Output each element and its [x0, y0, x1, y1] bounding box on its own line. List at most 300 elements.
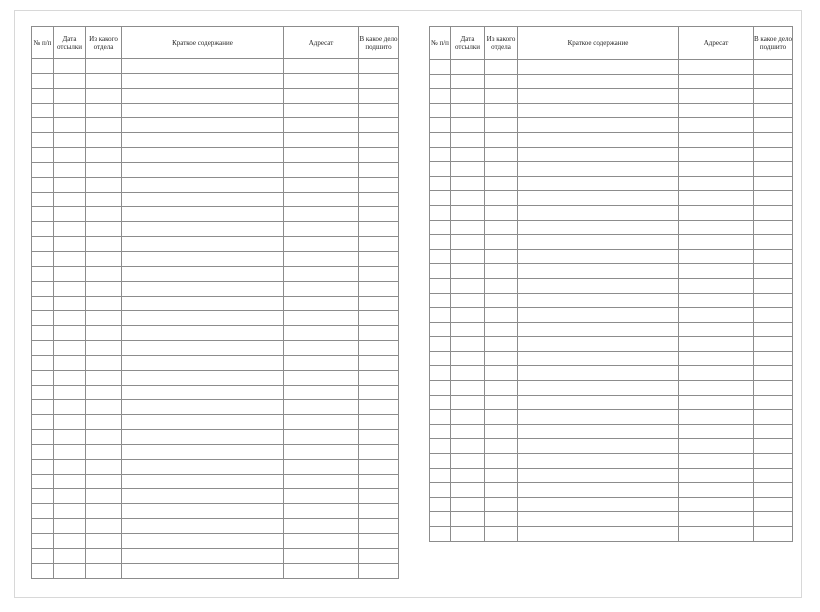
- table-row: [32, 266, 399, 281]
- cell-date: [451, 60, 485, 75]
- cell-date: [54, 370, 86, 385]
- cell-number: [32, 444, 54, 459]
- cell-summary: [122, 504, 284, 519]
- cell-date: [54, 534, 86, 549]
- cell-summary: [518, 483, 679, 498]
- cell-file: [359, 222, 399, 237]
- table-row: [32, 133, 399, 148]
- cell-addressee: [284, 548, 359, 563]
- cell-addressee: [679, 249, 754, 264]
- cell-addressee: [284, 133, 359, 148]
- cell-number: [430, 220, 451, 235]
- cell-addressee: [679, 497, 754, 512]
- cell-number: [32, 504, 54, 519]
- header-row: [32, 27, 399, 59]
- cell-file: [359, 207, 399, 222]
- cell-addressee: [679, 191, 754, 206]
- cell-summary: [122, 251, 284, 266]
- cell-file: [359, 341, 399, 356]
- table-row: [430, 337, 793, 352]
- cell-department: [86, 148, 122, 163]
- table-row: [32, 326, 399, 341]
- table-row: [32, 207, 399, 222]
- cell-department: [485, 322, 518, 337]
- cell-department: [485, 220, 518, 235]
- cell-department: [86, 281, 122, 296]
- cell-addressee: [284, 563, 359, 578]
- table-row: [430, 439, 793, 454]
- cell-file: [359, 534, 399, 549]
- cell-file: [359, 474, 399, 489]
- cell-date: [451, 395, 485, 410]
- cell-department: [485, 454, 518, 469]
- cell-summary: [518, 162, 679, 177]
- cell-addressee: [284, 237, 359, 252]
- right-register-table: [429, 26, 793, 542]
- cell-file: [754, 176, 793, 191]
- cell-addressee: [284, 148, 359, 163]
- cell-number: [32, 73, 54, 88]
- cell-addressee: [679, 337, 754, 352]
- cell-department: [485, 162, 518, 177]
- cell-date: [451, 337, 485, 352]
- cell-file: [754, 454, 793, 469]
- cell-summary: [122, 563, 284, 578]
- cell-summary: [518, 497, 679, 512]
- col-date-header: Дата отсылки: [54, 27, 86, 59]
- cell-file: [359, 355, 399, 370]
- table-row: [32, 459, 399, 474]
- table-row: [430, 468, 793, 483]
- col-date-header: Дата отсылки: [451, 27, 485, 60]
- table-row: [32, 430, 399, 445]
- table-row: [430, 147, 793, 162]
- table-row: [32, 281, 399, 296]
- cell-file: [359, 400, 399, 415]
- cell-date: [54, 88, 86, 103]
- cell-date: [451, 410, 485, 425]
- cell-department: [485, 147, 518, 162]
- cell-date: [54, 326, 86, 341]
- cell-summary: [122, 266, 284, 281]
- cell-file: [359, 504, 399, 519]
- cell-number: [430, 118, 451, 133]
- cell-date: [451, 176, 485, 191]
- cell-number: [32, 177, 54, 192]
- cell-department: [86, 474, 122, 489]
- cell-addressee: [284, 296, 359, 311]
- cell-file: [359, 415, 399, 430]
- cell-number: [32, 415, 54, 430]
- cell-number: [32, 385, 54, 400]
- cell-file: [754, 205, 793, 220]
- cell-department: [485, 60, 518, 75]
- cell-number: [32, 311, 54, 326]
- cell-date: [451, 278, 485, 293]
- cell-summary: [518, 264, 679, 279]
- table-row: [32, 162, 399, 177]
- table-row: [32, 251, 399, 266]
- cell-department: [485, 132, 518, 147]
- cell-date: [54, 222, 86, 237]
- cell-file: [754, 410, 793, 425]
- table-row: [430, 497, 793, 512]
- cell-number: [430, 483, 451, 498]
- cell-date: [54, 118, 86, 133]
- cell-summary: [122, 548, 284, 563]
- cell-date: [54, 59, 86, 74]
- col-number-header: № п/п: [430, 27, 451, 60]
- table-row: [430, 191, 793, 206]
- cell-file: [754, 381, 793, 396]
- cell-department: [86, 103, 122, 118]
- table-row: [32, 415, 399, 430]
- table-row: [430, 527, 793, 542]
- table-row: [32, 400, 399, 415]
- cell-date: [54, 415, 86, 430]
- cell-number: [430, 410, 451, 425]
- cell-addressee: [679, 351, 754, 366]
- cell-department: [86, 519, 122, 534]
- cell-summary: [122, 459, 284, 474]
- table-row: [430, 205, 793, 220]
- table-row: [32, 504, 399, 519]
- cell-number: [32, 534, 54, 549]
- cell-addressee: [679, 103, 754, 118]
- table-row: [430, 278, 793, 293]
- table-row: [32, 237, 399, 252]
- table-row: [430, 249, 793, 264]
- cell-date: [54, 474, 86, 489]
- cell-addressee: [284, 207, 359, 222]
- cell-date: [451, 512, 485, 527]
- cell-summary: [518, 249, 679, 264]
- cell-summary: [122, 311, 284, 326]
- cell-department: [485, 424, 518, 439]
- cell-department: [485, 249, 518, 264]
- cell-addressee: [679, 439, 754, 454]
- cell-date: [54, 162, 86, 177]
- cell-addressee: [284, 162, 359, 177]
- cell-department: [86, 459, 122, 474]
- cell-department: [86, 88, 122, 103]
- cell-file: [754, 249, 793, 264]
- cell-addressee: [284, 118, 359, 133]
- cell-file: [754, 103, 793, 118]
- cell-date: [451, 308, 485, 323]
- cell-date: [451, 132, 485, 147]
- cell-summary: [518, 118, 679, 133]
- cell-file: [359, 148, 399, 163]
- cell-department: [86, 177, 122, 192]
- cell-addressee: [284, 504, 359, 519]
- cell-number: [32, 133, 54, 148]
- cell-addressee: [679, 132, 754, 147]
- cell-addressee: [679, 424, 754, 439]
- cell-addressee: [679, 74, 754, 89]
- cell-file: [754, 74, 793, 89]
- cell-number: [430, 205, 451, 220]
- cell-department: [86, 59, 122, 74]
- cell-date: [451, 468, 485, 483]
- table-row: [430, 308, 793, 323]
- cell-addressee: [284, 192, 359, 207]
- table-row: [430, 74, 793, 89]
- cell-date: [54, 148, 86, 163]
- table-row: [430, 60, 793, 75]
- cell-addressee: [679, 512, 754, 527]
- cell-summary: [122, 192, 284, 207]
- cell-date: [451, 118, 485, 133]
- cell-summary: [122, 534, 284, 549]
- cell-department: [485, 103, 518, 118]
- cell-file: [754, 395, 793, 410]
- cell-department: [86, 430, 122, 445]
- cell-date: [451, 483, 485, 498]
- cell-file: [359, 489, 399, 504]
- cell-date: [54, 341, 86, 356]
- cell-addressee: [679, 410, 754, 425]
- cell-date: [54, 237, 86, 252]
- cell-summary: [122, 133, 284, 148]
- cell-date: [451, 264, 485, 279]
- cell-date: [451, 366, 485, 381]
- cell-addressee: [284, 103, 359, 118]
- cell-summary: [518, 176, 679, 191]
- cell-file: [754, 235, 793, 250]
- cell-file: [359, 266, 399, 281]
- table-row: [32, 563, 399, 578]
- cell-department: [86, 326, 122, 341]
- cell-department: [485, 351, 518, 366]
- cell-number: [32, 162, 54, 177]
- cell-department: [485, 468, 518, 483]
- right-register-body: [430, 60, 793, 542]
- col-department-header: Из какого отдела: [485, 27, 518, 60]
- cell-file: [359, 162, 399, 177]
- table-row: [430, 118, 793, 133]
- cell-file: [359, 177, 399, 192]
- cell-summary: [518, 147, 679, 162]
- cell-number: [430, 424, 451, 439]
- cell-file: [359, 237, 399, 252]
- cell-summary: [122, 341, 284, 356]
- cell-file: [359, 326, 399, 341]
- cell-file: [359, 59, 399, 74]
- table-row: [430, 395, 793, 410]
- cell-file: [359, 459, 399, 474]
- table-row: [430, 235, 793, 250]
- cell-date: [54, 385, 86, 400]
- cell-addressee: [284, 73, 359, 88]
- cell-date: [54, 444, 86, 459]
- cell-date: [451, 74, 485, 89]
- cell-department: [86, 548, 122, 563]
- cell-number: [32, 148, 54, 163]
- cell-department: [485, 89, 518, 104]
- cell-file: [754, 512, 793, 527]
- cell-date: [54, 251, 86, 266]
- cell-addressee: [284, 59, 359, 74]
- cell-addressee: [679, 89, 754, 104]
- cell-number: [430, 439, 451, 454]
- cell-addressee: [679, 118, 754, 133]
- cell-date: [54, 548, 86, 563]
- cell-number: [32, 237, 54, 252]
- cell-date: [54, 177, 86, 192]
- cell-addressee: [284, 281, 359, 296]
- cell-addressee: [284, 326, 359, 341]
- cell-number: [430, 147, 451, 162]
- cell-file: [754, 497, 793, 512]
- cell-date: [54, 281, 86, 296]
- cell-number: [32, 88, 54, 103]
- cell-summary: [122, 237, 284, 252]
- cell-number: [32, 548, 54, 563]
- cell-file: [359, 563, 399, 578]
- cell-summary: [518, 74, 679, 89]
- cell-summary: [518, 381, 679, 396]
- cell-summary: [122, 474, 284, 489]
- table-row: [430, 454, 793, 469]
- col-number-header: № п/п: [32, 27, 54, 59]
- cell-summary: [122, 148, 284, 163]
- cell-department: [485, 191, 518, 206]
- cell-summary: [518, 293, 679, 308]
- cell-department: [485, 205, 518, 220]
- cell-number: [32, 296, 54, 311]
- cell-file: [754, 439, 793, 454]
- cell-file: [359, 88, 399, 103]
- cell-department: [485, 439, 518, 454]
- cell-file: [754, 527, 793, 542]
- cell-addressee: [679, 381, 754, 396]
- cell-department: [485, 527, 518, 542]
- table-row: [32, 59, 399, 74]
- cell-file: [754, 366, 793, 381]
- cell-department: [485, 74, 518, 89]
- cell-summary: [122, 415, 284, 430]
- cell-summary: [122, 59, 284, 74]
- cell-number: [32, 474, 54, 489]
- table-row: [430, 264, 793, 279]
- cell-department: [86, 118, 122, 133]
- cell-date: [451, 220, 485, 235]
- left-register-table: [31, 26, 399, 579]
- cell-number: [32, 192, 54, 207]
- table-row: [32, 474, 399, 489]
- cell-department: [86, 385, 122, 400]
- cell-number: [430, 527, 451, 542]
- table-row: [430, 293, 793, 308]
- cell-number: [430, 395, 451, 410]
- cell-department: [86, 162, 122, 177]
- cell-number: [32, 207, 54, 222]
- cell-file: [359, 311, 399, 326]
- cell-addressee: [284, 444, 359, 459]
- cell-file: [754, 424, 793, 439]
- cell-department: [86, 266, 122, 281]
- cell-date: [54, 355, 86, 370]
- table-row: [430, 366, 793, 381]
- cell-date: [54, 459, 86, 474]
- cell-summary: [518, 512, 679, 527]
- cell-addressee: [679, 366, 754, 381]
- cell-addressee: [284, 370, 359, 385]
- cell-addressee: [284, 415, 359, 430]
- cell-date: [451, 249, 485, 264]
- cell-addressee: [679, 527, 754, 542]
- cell-date: [54, 296, 86, 311]
- cell-addressee: [284, 400, 359, 415]
- table-row: [32, 341, 399, 356]
- table-row: [430, 424, 793, 439]
- cell-file: [754, 278, 793, 293]
- col-addressee-header: Адресат: [679, 27, 754, 60]
- cell-addressee: [284, 311, 359, 326]
- cell-addressee: [284, 177, 359, 192]
- cell-department: [485, 410, 518, 425]
- cell-number: [32, 103, 54, 118]
- cell-department: [485, 366, 518, 381]
- cell-summary: [518, 424, 679, 439]
- cell-addressee: [284, 341, 359, 356]
- table-row: [32, 385, 399, 400]
- cell-summary: [518, 366, 679, 381]
- cell-number: [430, 191, 451, 206]
- cell-department: [86, 296, 122, 311]
- cell-addressee: [679, 322, 754, 337]
- cell-department: [485, 278, 518, 293]
- table-row: [430, 132, 793, 147]
- cell-department: [485, 483, 518, 498]
- table-row: [430, 351, 793, 366]
- cell-number: [430, 512, 451, 527]
- cell-addressee: [679, 205, 754, 220]
- cell-number: [32, 118, 54, 133]
- table-row: [32, 355, 399, 370]
- cell-department: [86, 400, 122, 415]
- cell-number: [430, 322, 451, 337]
- cell-summary: [122, 88, 284, 103]
- cell-summary: [518, 191, 679, 206]
- cell-addressee: [284, 519, 359, 534]
- cell-date: [451, 293, 485, 308]
- cell-summary: [122, 222, 284, 237]
- cell-file: [754, 351, 793, 366]
- cell-date: [451, 191, 485, 206]
- table-row: [430, 103, 793, 118]
- cell-number: [32, 430, 54, 445]
- cell-summary: [518, 235, 679, 250]
- cell-summary: [122, 326, 284, 341]
- cell-addressee: [679, 483, 754, 498]
- cell-department: [86, 237, 122, 252]
- cell-department: [86, 489, 122, 504]
- cell-date: [451, 322, 485, 337]
- cell-department: [86, 133, 122, 148]
- cell-date: [54, 489, 86, 504]
- cell-summary: [518, 351, 679, 366]
- cell-file: [754, 264, 793, 279]
- cell-summary: [122, 207, 284, 222]
- cell-addressee: [284, 355, 359, 370]
- cell-number: [430, 176, 451, 191]
- col-summary-header: Краткое содержание: [122, 27, 284, 59]
- cell-date: [54, 519, 86, 534]
- table-row: [32, 296, 399, 311]
- cell-file: [754, 322, 793, 337]
